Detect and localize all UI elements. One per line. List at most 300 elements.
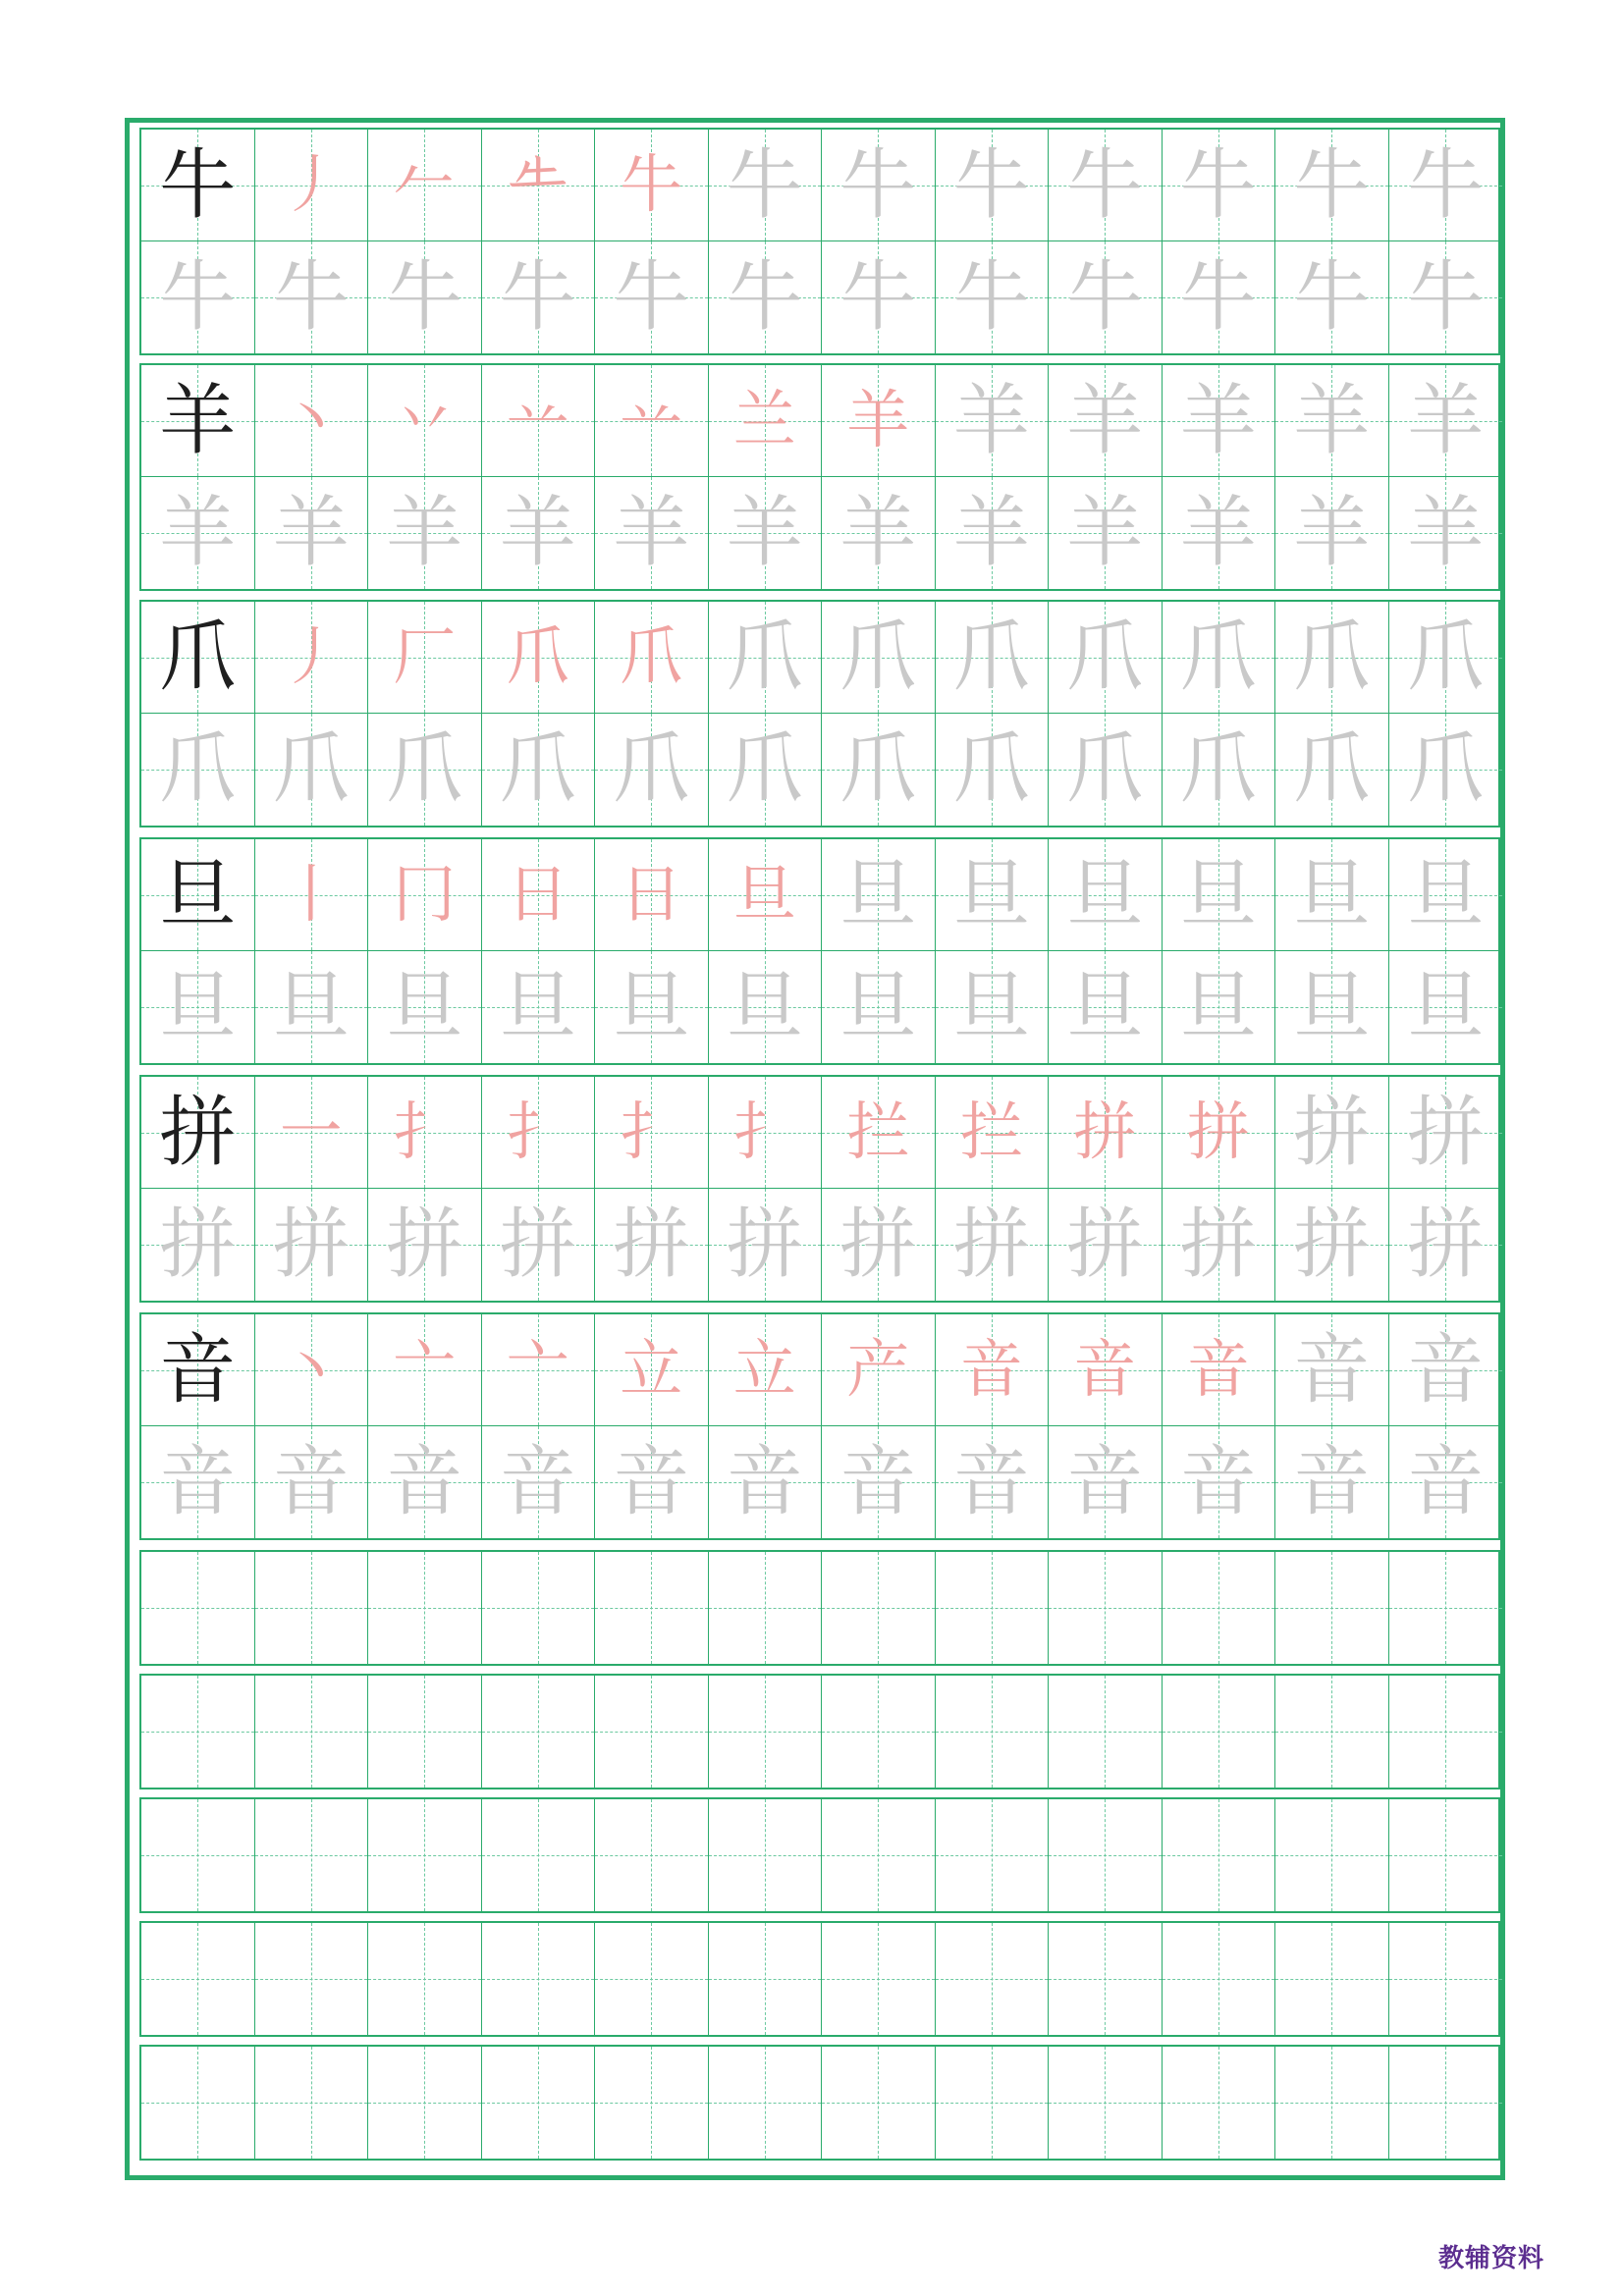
grid-cell[interactable] <box>255 839 369 951</box>
grid-cell[interactable] <box>368 365 482 477</box>
grid-cell[interactable] <box>141 1314 255 1426</box>
grid-cell[interactable] <box>1163 130 1276 241</box>
grid-cell[interactable] <box>141 1552 255 1664</box>
grid-cell[interactable] <box>1275 951 1389 1063</box>
grid-cell[interactable] <box>482 1077 596 1189</box>
grid-cell[interactable] <box>368 477 482 589</box>
trace-character: 拼 <box>386 1201 463 1289</box>
stroke-order-step: 丷 <box>393 384 457 457</box>
grid-cell[interactable] <box>595 602 709 714</box>
grid-cell[interactable] <box>595 130 709 241</box>
model-character: 拼 <box>159 1088 237 1177</box>
grid-cell[interactable] <box>822 477 936 589</box>
grid-cell[interactable] <box>1275 1077 1389 1189</box>
grid-cell[interactable] <box>936 241 1050 353</box>
trace-character: 旦 <box>726 963 803 1051</box>
model-character: 旦 <box>159 850 237 939</box>
grid-cell[interactable] <box>141 1189 255 1301</box>
trace-character: 爪 <box>726 725 803 814</box>
trace-character: 牛 <box>726 140 803 230</box>
trace-character: 旦 <box>1293 850 1371 939</box>
grid-cell[interactable] <box>1163 241 1276 353</box>
grid-cell[interactable] <box>1049 241 1163 353</box>
trace-character: 爪 <box>726 613 803 702</box>
grid-cell[interactable] <box>255 1189 369 1301</box>
grid-cell[interactable] <box>595 1676 709 1788</box>
grid-cell[interactable] <box>1275 477 1389 589</box>
stroke-order-step: 扌 <box>732 1095 796 1169</box>
grid-cell[interactable] <box>709 241 823 353</box>
grid-cell[interactable] <box>141 951 255 1063</box>
grid-cell[interactable] <box>1049 1552 1163 1664</box>
grid-cell[interactable] <box>1275 365 1389 477</box>
grid-cell[interactable] <box>936 1189 1050 1301</box>
grid-cell[interactable] <box>709 714 823 826</box>
grid-cell[interactable] <box>1049 477 1163 589</box>
grid-cell[interactable] <box>595 477 709 589</box>
stroke-order-step: 音 <box>959 1333 1023 1407</box>
grid-cell[interactable] <box>822 1314 936 1426</box>
grid-cell[interactable] <box>141 714 255 826</box>
grid-cell[interactable] <box>822 1923 936 2035</box>
grid-cell[interactable] <box>482 1189 596 1301</box>
practice-row <box>139 1797 1500 1913</box>
practice-row <box>139 1550 1500 1666</box>
trace-character: 旦 <box>1179 850 1257 939</box>
grid-cell[interactable] <box>1275 1552 1389 1664</box>
trace-character: 牛 <box>1407 140 1485 230</box>
trace-character: 拼 <box>1293 1088 1371 1177</box>
grid-cell[interactable] <box>482 241 596 353</box>
trace-character: 音 <box>1179 1438 1257 1526</box>
grid-cell[interactable] <box>595 241 709 353</box>
model-character: 牛 <box>159 140 237 230</box>
grid-cell[interactable] <box>595 1799 709 1911</box>
trace-character: 音 <box>1066 1438 1144 1526</box>
grid-cell[interactable] <box>822 2047 936 2159</box>
grid-cell[interactable] <box>1049 1799 1163 1911</box>
grid-cell[interactable] <box>482 714 596 826</box>
grid-cell[interactable] <box>1275 1923 1389 2035</box>
trace-character: 爪 <box>1407 613 1485 702</box>
grid-cell[interactable] <box>822 602 936 714</box>
trace-character: 牛 <box>1066 140 1144 230</box>
trace-character: 牛 <box>1293 140 1371 230</box>
grid-cell[interactable] <box>255 130 369 241</box>
trace-character: 爪 <box>952 613 1030 702</box>
grid-cell[interactable] <box>482 1314 596 1426</box>
grid-cell[interactable] <box>1163 714 1276 826</box>
grid-cell[interactable] <box>709 1799 823 1911</box>
grid-cell[interactable] <box>1275 839 1389 951</box>
grid-cell[interactable] <box>1163 1676 1276 1788</box>
trace-character: 拼 <box>839 1201 917 1289</box>
grid-cell[interactable] <box>482 602 596 714</box>
stroke-order-step: 日 <box>620 858 683 932</box>
trace-character: 爪 <box>613 725 690 814</box>
grid-cell[interactable] <box>1163 365 1276 477</box>
grid-cell[interactable] <box>255 714 369 826</box>
grid-cell[interactable] <box>255 1676 369 1788</box>
grid-cell[interactable] <box>482 130 596 241</box>
grid-cell[interactable] <box>595 1552 709 1664</box>
grid-cell[interactable] <box>1049 2047 1163 2159</box>
stroke-order-step: 爪 <box>620 620 683 694</box>
trace-character: 羊 <box>159 489 237 577</box>
grid-cell[interactable] <box>1389 1426 1503 1538</box>
grid-cell[interactable] <box>255 1799 369 1911</box>
grid-cell[interactable] <box>1389 602 1503 714</box>
grid-cell[interactable] <box>595 1426 709 1538</box>
grid-cell[interactable] <box>709 1189 823 1301</box>
stroke-order-step: 丶 <box>279 384 343 457</box>
grid-cell[interactable] <box>368 1552 482 1664</box>
stroke-order-step: 亠 <box>506 1333 569 1407</box>
grid-cell[interactable] <box>1163 1426 1276 1538</box>
grid-cell[interactable] <box>709 1426 823 1538</box>
grid-cell[interactable] <box>1275 2047 1389 2159</box>
grid-cell[interactable] <box>936 1923 1050 2035</box>
grid-cell[interactable] <box>1389 714 1503 826</box>
grid-cell[interactable] <box>1275 1189 1389 1301</box>
grid-cell[interactable] <box>255 477 369 589</box>
grid-cell[interactable] <box>482 1426 596 1538</box>
stroke-order-step: 旦 <box>732 858 796 932</box>
grid-cell[interactable] <box>1389 1189 1503 1301</box>
trace-character: 羊 <box>1066 489 1144 577</box>
grid-cell[interactable] <box>936 602 1050 714</box>
grid-cell[interactable] <box>1049 1426 1163 1538</box>
grid-cell[interactable] <box>1049 951 1163 1063</box>
grid-cell[interactable] <box>1163 2047 1276 2159</box>
grid-cell[interactable] <box>255 365 369 477</box>
grid-cell[interactable] <box>595 1923 709 2035</box>
trace-character: 牛 <box>1293 253 1371 342</box>
grid-cell[interactable] <box>141 365 255 477</box>
trace-character: 爪 <box>1293 613 1371 702</box>
grid-cell[interactable] <box>936 714 1050 826</box>
grid-cell[interactable] <box>595 951 709 1063</box>
trace-character: 羊 <box>1407 489 1485 577</box>
grid-cell[interactable] <box>141 1923 255 2035</box>
grid-cell[interactable] <box>936 1552 1050 1664</box>
stroke-order-step: 丨 <box>279 858 343 932</box>
grid-cell[interactable] <box>255 1552 369 1664</box>
trace-character: 牛 <box>839 140 917 230</box>
trace-character: 旦 <box>272 963 350 1051</box>
grid-cell[interactable] <box>1163 1923 1276 2035</box>
grid-cell[interactable] <box>255 951 369 1063</box>
grid-cell[interactable] <box>936 1426 1050 1538</box>
grid-cell[interactable] <box>1163 951 1276 1063</box>
grid-cell[interactable] <box>368 130 482 241</box>
grid-cell[interactable] <box>1049 839 1163 951</box>
grid-cell[interactable] <box>1275 714 1389 826</box>
stroke-order-step: 扌 <box>393 1095 457 1169</box>
trace-character: 拼 <box>726 1201 803 1289</box>
grid-cell[interactable] <box>936 951 1050 1063</box>
grid-cell[interactable] <box>1049 1923 1163 2035</box>
grid-cell[interactable] <box>1163 1799 1276 1911</box>
trace-character: 羊 <box>272 489 350 577</box>
stroke-order-step: 兰 <box>732 384 796 457</box>
grid-cell[interactable] <box>1163 602 1276 714</box>
grid-cell[interactable] <box>822 714 936 826</box>
grid-cell[interactable] <box>595 365 709 477</box>
stroke-order-step: 𠂒 <box>506 148 569 222</box>
stroke-order-step: 产 <box>846 1333 910 1407</box>
stroke-order-step: 牛 <box>620 148 683 222</box>
grid-cell[interactable] <box>595 1189 709 1301</box>
trace-character: 拼 <box>272 1201 350 1289</box>
grid-cell[interactable] <box>595 714 709 826</box>
grid-cell[interactable] <box>709 1923 823 2035</box>
trace-character: 牛 <box>1066 253 1144 342</box>
grid-cell[interactable] <box>1389 951 1503 1063</box>
trace-character: 音 <box>386 1438 463 1526</box>
grid-cell[interactable] <box>1163 1314 1276 1426</box>
trace-character: 羊 <box>1179 376 1257 465</box>
grid-cell[interactable] <box>1049 1077 1163 1189</box>
trace-character: 旦 <box>1407 963 1485 1051</box>
grid-cell[interactable] <box>255 1077 369 1189</box>
grid-cell[interactable] <box>936 1676 1050 1788</box>
trace-character: 爪 <box>839 725 917 814</box>
trace-character: 音 <box>1293 1438 1371 1526</box>
grid-cell[interactable] <box>1275 1676 1389 1788</box>
grid-cell[interactable] <box>482 1676 596 1788</box>
practice-row <box>139 837 1500 1065</box>
grid-cell[interactable] <box>936 1077 1050 1189</box>
trace-character: 爪 <box>499 725 576 814</box>
grid-cell[interactable] <box>709 477 823 589</box>
grid-cell[interactable] <box>936 477 1050 589</box>
grid-cell[interactable] <box>482 1923 596 2035</box>
grid-cell[interactable] <box>709 839 823 951</box>
trace-character: 音 <box>1293 1325 1371 1415</box>
grid-cell[interactable] <box>1275 1314 1389 1426</box>
trace-character: 音 <box>272 1438 350 1526</box>
trace-character: 拼 <box>952 1201 1030 1289</box>
trace-character: 旦 <box>839 850 917 939</box>
grid-cell[interactable] <box>1389 1799 1503 1911</box>
grid-cell[interactable] <box>1049 1314 1163 1426</box>
grid-cell[interactable] <box>936 2047 1050 2159</box>
trace-character: 爪 <box>1293 725 1371 814</box>
grid-cell[interactable] <box>1049 602 1163 714</box>
practice-row <box>139 600 1500 828</box>
grid-cell[interactable] <box>709 1552 823 1664</box>
grid-cell[interactable] <box>255 241 369 353</box>
grid-cell[interactable] <box>1049 1676 1163 1788</box>
trace-character: 羊 <box>726 489 803 577</box>
stroke-order-step: 拼 <box>1073 1095 1137 1169</box>
grid-cell[interactable] <box>368 602 482 714</box>
grid-cell[interactable] <box>141 1676 255 1788</box>
grid-cell[interactable] <box>936 365 1050 477</box>
grid-cell[interactable] <box>822 1552 936 1664</box>
grid-cell[interactable] <box>368 839 482 951</box>
grid-cell[interactable] <box>822 1676 936 1788</box>
grid-cell[interactable] <box>709 951 823 1063</box>
practice-sheet <box>125 118 1505 2180</box>
grid-cell[interactable] <box>141 241 255 353</box>
grid-cell[interactable] <box>482 1799 596 1911</box>
grid-cell[interactable] <box>1049 365 1163 477</box>
grid-cell[interactable] <box>141 130 255 241</box>
trace-character: 音 <box>1407 1438 1485 1526</box>
trace-character: 音 <box>952 1438 1030 1526</box>
trace-character: 音 <box>159 1438 237 1526</box>
trace-character: 旦 <box>1066 963 1144 1051</box>
grid-cell[interactable] <box>595 839 709 951</box>
grid-cell[interactable] <box>368 1923 482 2035</box>
stroke-order-step: 丿 <box>279 148 343 222</box>
grid-cell[interactable] <box>1389 130 1503 241</box>
grid-cell[interactable] <box>1275 1799 1389 1911</box>
grid-cell[interactable] <box>482 951 596 1063</box>
grid-cell[interactable] <box>709 2047 823 2159</box>
stroke-order-step: 拼 <box>1186 1095 1250 1169</box>
grid-cell[interactable] <box>709 1676 823 1788</box>
grid-cell[interactable] <box>1389 365 1503 477</box>
grid-cell[interactable] <box>141 839 255 951</box>
grid-cell[interactable] <box>1389 839 1503 951</box>
grid-cell[interactable] <box>936 1799 1050 1911</box>
grid-cell[interactable] <box>709 365 823 477</box>
grid-cell[interactable] <box>368 1799 482 1911</box>
brand-logo: 教辅资料 <box>1438 2244 1545 2273</box>
trace-character: 牛 <box>499 253 576 342</box>
grid-cell[interactable] <box>368 1426 482 1538</box>
grid-cell[interactable] <box>255 1314 369 1426</box>
grid-cell[interactable] <box>822 130 936 241</box>
grid-cell[interactable] <box>1275 1426 1389 1538</box>
trace-character: 拼 <box>1293 1201 1371 1289</box>
grid-cell[interactable] <box>141 1426 255 1538</box>
grid-cell[interactable] <box>822 1189 936 1301</box>
grid-cell[interactable] <box>368 241 482 353</box>
grid-cell[interactable] <box>822 241 936 353</box>
trace-character: 爪 <box>1066 613 1144 702</box>
grid-cell[interactable] <box>709 1314 823 1426</box>
grid-cell[interactable] <box>1389 1923 1503 2035</box>
grid-cell[interactable] <box>368 714 482 826</box>
grid-cell[interactable] <box>1163 1077 1276 1189</box>
grid-cell[interactable] <box>255 1923 369 2035</box>
grid-cell[interactable] <box>482 2047 596 2159</box>
model-character: 羊 <box>159 376 237 465</box>
trace-character: 羊 <box>952 376 1030 465</box>
grid-cell[interactable] <box>368 1077 482 1189</box>
grid-cell[interactable] <box>1163 839 1276 951</box>
trace-character: 牛 <box>272 253 350 342</box>
grid-cell[interactable] <box>255 2047 369 2159</box>
grid-cell[interactable] <box>368 1314 482 1426</box>
stroke-order-step: 音 <box>1186 1333 1250 1407</box>
grid-cell[interactable] <box>822 839 936 951</box>
grid-cell[interactable] <box>595 1314 709 1426</box>
grid-cell[interactable] <box>141 602 255 714</box>
grid-cell[interactable] <box>1163 477 1276 589</box>
grid-cell[interactable] <box>822 1426 936 1538</box>
grid-cell[interactable] <box>1163 1189 1276 1301</box>
stroke-order-step: 立 <box>732 1333 796 1407</box>
grid-cell[interactable] <box>1389 1676 1503 1788</box>
grid-cell[interactable] <box>1049 1189 1163 1301</box>
grid-cell[interactable] <box>709 602 823 714</box>
grid-cell[interactable] <box>1049 714 1163 826</box>
grid-cell[interactable] <box>1389 477 1503 589</box>
practice-row <box>139 363 1500 591</box>
grid-cell[interactable] <box>482 839 596 951</box>
trace-character: 拼 <box>1407 1088 1485 1177</box>
trace-character: 旦 <box>952 850 1030 939</box>
grid-cell[interactable] <box>1389 1552 1503 1664</box>
grid-cell[interactable] <box>1275 130 1389 241</box>
grid-cell[interactable] <box>141 1077 255 1189</box>
trace-character: 音 <box>839 1438 917 1526</box>
grid-cell[interactable] <box>595 1077 709 1189</box>
grid-cell[interactable] <box>822 365 936 477</box>
grid-cell[interactable] <box>709 1077 823 1189</box>
grid-cell[interactable] <box>368 951 482 1063</box>
grid-cell[interactable] <box>368 1676 482 1788</box>
practice-row <box>139 1312 1500 1540</box>
trace-character: 羊 <box>839 489 917 577</box>
grid-cell[interactable] <box>1049 130 1163 241</box>
stroke-order-step: 亠 <box>393 1333 457 1407</box>
grid-cell[interactable] <box>1389 241 1503 353</box>
trace-character: 羊 <box>1293 376 1371 465</box>
grid-cell[interactable] <box>822 1799 936 1911</box>
grid-cell[interactable] <box>141 1799 255 1911</box>
practice-row <box>139 1921 1500 2037</box>
grid-cell[interactable] <box>368 2047 482 2159</box>
grid-cell[interactable] <box>141 2047 255 2159</box>
grid-cell[interactable] <box>255 602 369 714</box>
grid-cell[interactable] <box>936 130 1050 241</box>
grid-cell[interactable] <box>255 1426 369 1538</box>
grid-cell[interactable] <box>482 1552 596 1664</box>
grid-cell[interactable] <box>595 2047 709 2159</box>
trace-character: 羊 <box>1179 489 1257 577</box>
grid-cell[interactable] <box>936 1314 1050 1426</box>
trace-character: 牛 <box>1179 253 1257 342</box>
grid-cell[interactable] <box>822 951 936 1063</box>
grid-cell[interactable] <box>482 365 596 477</box>
grid-cell[interactable] <box>1389 1314 1503 1426</box>
stroke-order-step: 音 <box>1073 1333 1137 1407</box>
grid-cell[interactable] <box>1275 241 1389 353</box>
grid-cell[interactable] <box>1389 2047 1503 2159</box>
grid-cell[interactable] <box>1163 1552 1276 1664</box>
grid-cell[interactable] <box>368 1189 482 1301</box>
grid-cell[interactable] <box>1275 602 1389 714</box>
grid-cell[interactable] <box>1389 1077 1503 1189</box>
stroke-order-step: 爪 <box>506 620 569 694</box>
stroke-order-step: 日 <box>506 858 569 932</box>
trace-character: 爪 <box>952 725 1030 814</box>
trace-character: 羊 <box>499 489 576 577</box>
grid-cell[interactable] <box>709 130 823 241</box>
trace-character: 牛 <box>726 253 803 342</box>
grid-cell[interactable] <box>936 839 1050 951</box>
stroke-order-step: 冂 <box>393 858 457 932</box>
grid-cell[interactable] <box>822 1077 936 1189</box>
grid-cell[interactable] <box>141 477 255 589</box>
grid-cell[interactable] <box>482 477 596 589</box>
